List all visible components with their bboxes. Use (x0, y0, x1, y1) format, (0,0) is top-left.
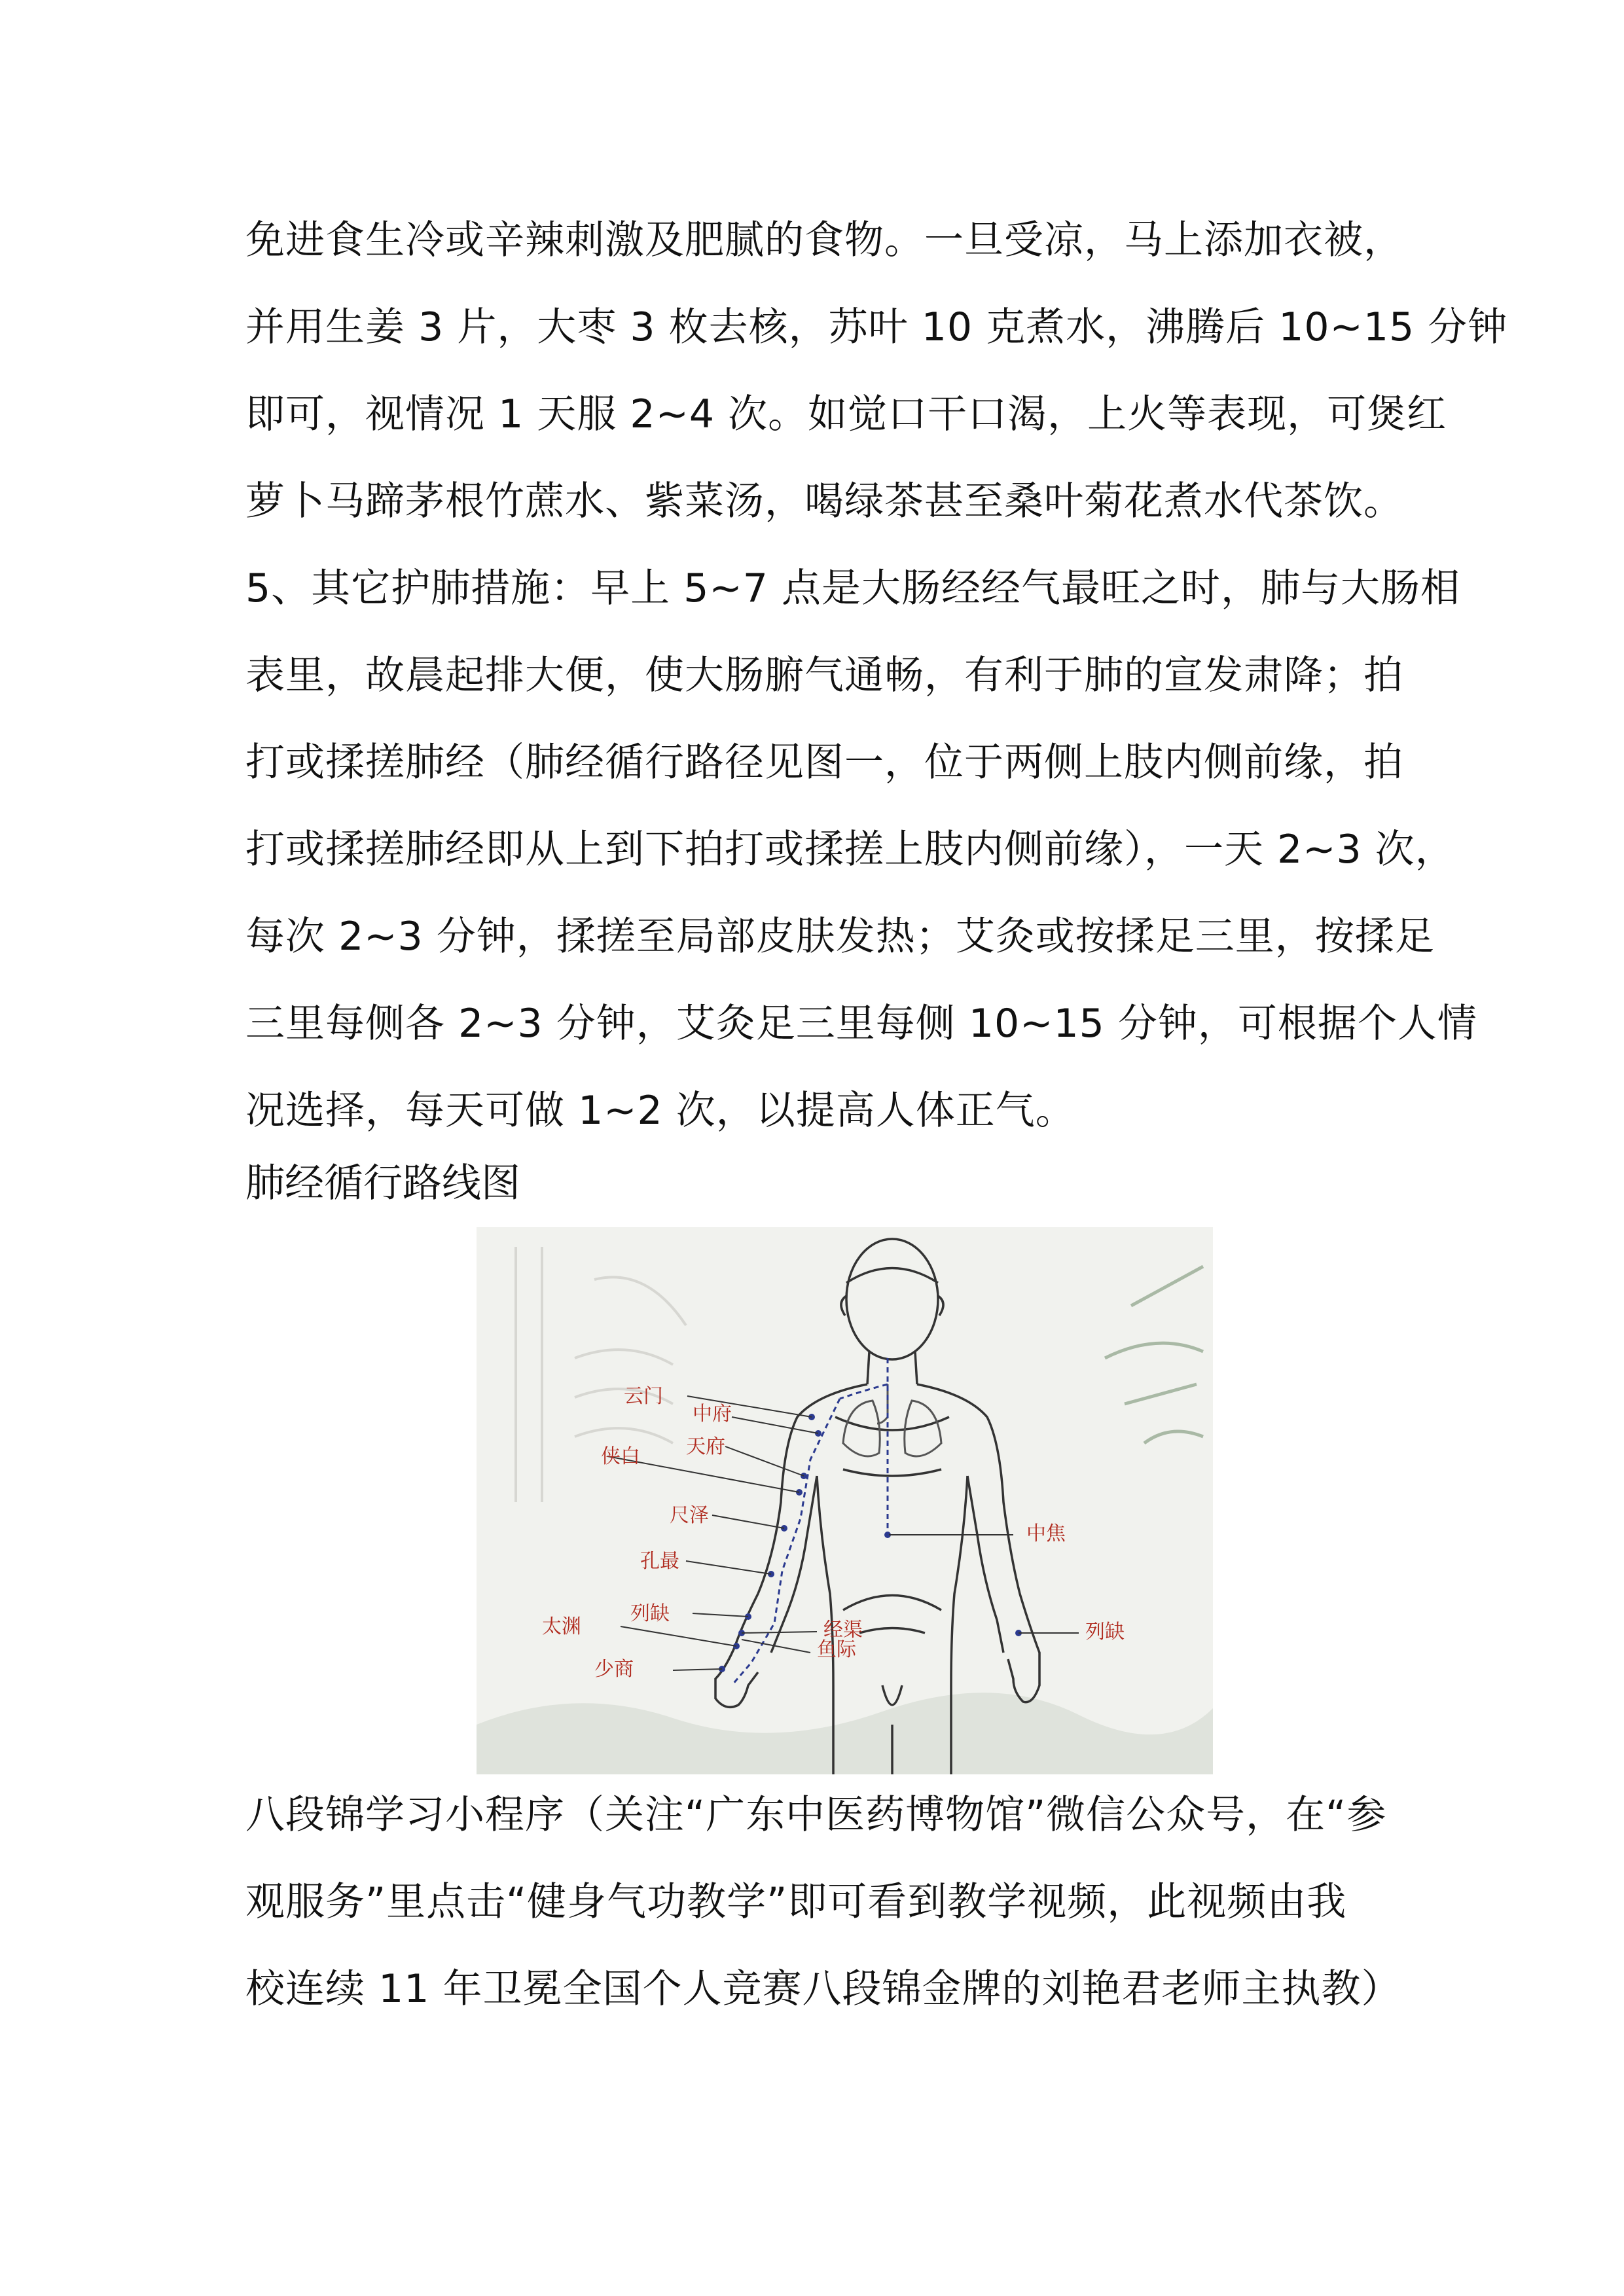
paragraph-1-line-4: 萝卜马蹄茅根竹蔗水、紫菜汤，喝绿茶甚至桑叶菊花煮水代茶饮。 (245, 478, 1403, 524)
figure-background (477, 1227, 1213, 1774)
figure-caption: 肺经循行路线图 (245, 1160, 520, 1206)
label-taiyuan: 太渊 (542, 1615, 581, 1638)
paragraph-3-line-1: 八段锦学习小程序（关注“广东中医药博物馆”微信公众号，在“参 (245, 1792, 1387, 1838)
paragraph-2-line-6: 三里每侧各 2~3 分钟，艾灸足三里每侧 10~15 分钟，可根据个人情 (245, 1001, 1477, 1047)
label-yunmen: 云门 (624, 1385, 663, 1408)
label-xiabai: 侠白 (601, 1445, 640, 1468)
label-lieque-left: 列缺 (630, 1602, 670, 1625)
paragraph-2-line-2: 表里，故晨起排大便，使大肠腑气通畅，有利于肺的宣发肃降；拍 (245, 653, 1403, 698)
label-jingqu: 经渠 (823, 1619, 863, 1641)
label-yuji: 鱼际 (817, 1638, 856, 1661)
paragraph-2-line-3: 打或揉搓肺经（肺经循行路径见图一，位于两侧上肢内侧前缘，拍 (245, 740, 1403, 785)
label-tianfu: 天府 (686, 1435, 725, 1458)
label-chize: 尺泽 (670, 1504, 709, 1527)
label-zhongfu: 中府 (693, 1403, 732, 1426)
paragraph-1-line-2: 并用生姜 3 片，大枣 3 枚去核，苏叶 10 克煮水，沸腾后 10~15 分钟 (245, 304, 1508, 350)
paragraph-3-line-2: 观服务”里点击“健身气功教学”即可看到教学视频，此视频由我 (245, 1879, 1347, 1925)
lung-meridian-figure (477, 1227, 1213, 1774)
label-lieque-right: 列缺 (1085, 1621, 1125, 1643)
paragraph-3-line-3: 校连续 11 年卫冕全国个人竞赛八段锦金牌的刘艳君老师主执教） (245, 1966, 1401, 2012)
label-kongzui: 孔最 (640, 1550, 679, 1573)
paragraph-1-line-1: 免进食生冷或辛辣刺激及肥腻的食物。一旦受凉，马上添加衣被， (245, 217, 1403, 263)
paragraph-2-line-1: 5、其它护肺措施：早上 5~7 点是大肠经经气最旺之时，肺与大肠相 (245, 565, 1460, 611)
paragraph-1-line-3: 即可，视情况 1 天服 2~4 次。如觉口干口渴，上火等表现，可煲红 (245, 391, 1447, 437)
paragraph-2-line-5: 每次 2~3 分钟，揉搓至局部皮肤发热；艾灸或按揉足三里，按揉足 (245, 914, 1435, 960)
paragraph-2-line-4: 打或揉搓肺经即从上到下拍打或揉搓上肢内侧前缘），一天 2~3 次， (245, 827, 1455, 872)
paragraph-2-line-7: 况选择，每天可做 1~2 次，以提高人体正气。 (245, 1088, 1075, 1134)
label-shaoshang: 少商 (594, 1658, 634, 1681)
lung-meridian-diagram (477, 1227, 1213, 1774)
label-zhongjiao: 中焦 (1026, 1522, 1066, 1545)
